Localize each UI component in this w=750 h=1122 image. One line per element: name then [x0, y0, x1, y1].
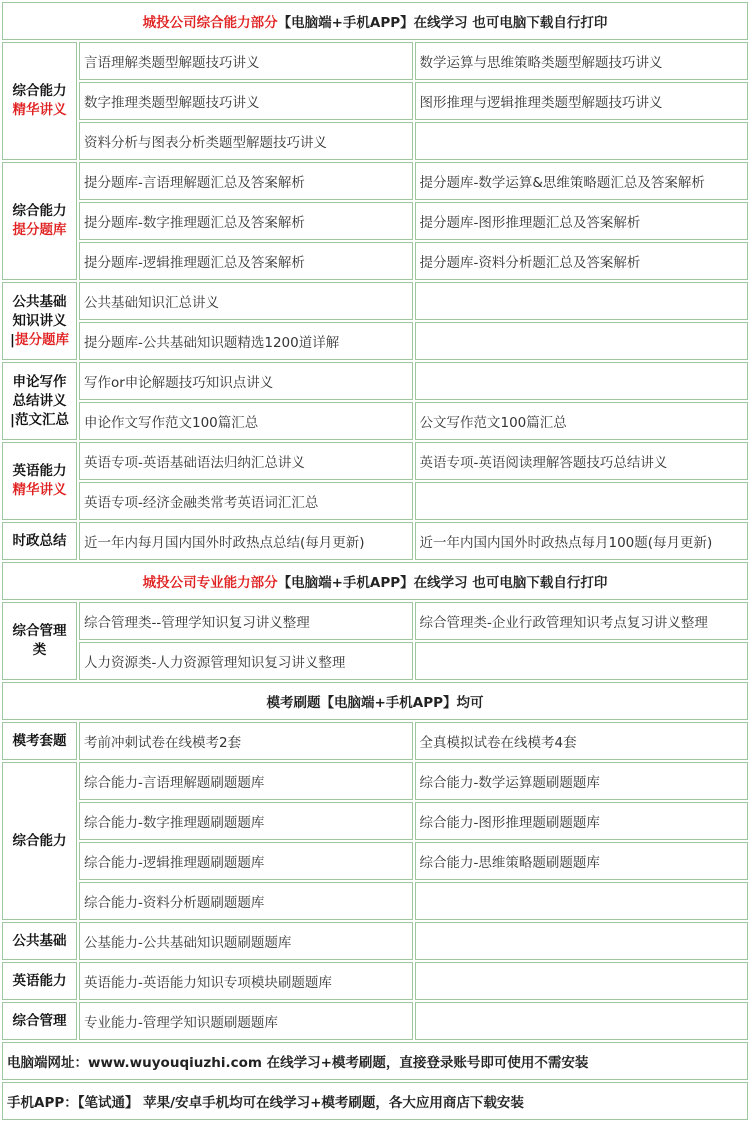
category-label-line: 公共基础: [12, 293, 67, 310]
empty-cell: [415, 922, 749, 960]
section-title-red: 城投公司专业能力部分: [142, 575, 278, 591]
material-item[interactable]: 图形推理与逻辑推理类题型解题技巧讲义: [415, 82, 749, 120]
category-label-line: 申论写作: [12, 373, 67, 390]
app-info: 手机APP：【笔试通】 苹果/安卓手机均可在线学习+模考刷题，各大应用商店下载安装: [2, 1082, 748, 1120]
empty-cell: [415, 482, 749, 520]
category-label: [2, 602, 77, 680]
material-item[interactable]: 提分题库-数学运算&思维策略题汇总及答案解析: [415, 162, 749, 200]
category-label: [2, 362, 77, 440]
empty-cell: [415, 122, 749, 160]
material-item[interactable]: 提分题库-资料分析题汇总及答案解析: [415, 242, 749, 280]
category-label-line: |范文汇总: [10, 411, 69, 428]
material-item[interactable]: 近一年内国内国外时政热点每月100题(每月更新): [415, 522, 749, 560]
empty-cell: [415, 882, 749, 920]
category-label-line: 综合能力: [12, 83, 67, 99]
material-item[interactable]: 人力资源类-人力资源管理知识复习讲义整理: [79, 642, 413, 680]
category-label: [2, 162, 77, 280]
category-label-line: 综合管理: [12, 623, 67, 639]
material-item[interactable]: 公共基础知识汇总讲义: [79, 282, 413, 320]
material-item[interactable]: 英语能力-英语能力知识专项模块刷题题库: [79, 962, 413, 1000]
category-label: [2, 42, 77, 160]
material-item[interactable]: 综合能力-数学运算题刷题题库: [415, 762, 749, 800]
section-header-comprehensive: [2, 2, 748, 40]
empty-cell: [415, 642, 749, 680]
category-label-line: 英语能力: [12, 463, 67, 479]
category-label: 综合管理: [2, 1002, 77, 1040]
section-header-mock-exams: 模考刷题【电脑端+手机APP】均可: [2, 682, 748, 720]
material-item[interactable]: 提分题库-逻辑推理题汇总及答案解析: [79, 242, 413, 280]
material-item[interactable]: 综合能力-资料分析题刷题题库: [79, 882, 413, 920]
category-label: [2, 442, 77, 520]
section-header-professional: [2, 562, 748, 600]
material-item[interactable]: 综合能力-数字推理题刷题题库: [79, 802, 413, 840]
material-item[interactable]: 英语专项-英语阅读理解答题技巧总结讲义: [415, 442, 749, 480]
category-label: 模考套题: [2, 722, 77, 760]
material-item[interactable]: 数字推理类题型解题技巧讲义: [79, 82, 413, 120]
empty-cell: [415, 322, 749, 360]
material-item[interactable]: 考前冲刺试卷在线模考2套: [79, 722, 413, 760]
empty-cell: [415, 282, 749, 320]
material-item[interactable]: 数学运算与思维策略类题型解题技巧讲义: [415, 42, 749, 80]
material-item[interactable]: 提分题库-公共基础知识题精选1200道详解: [79, 322, 413, 360]
category-label-line: 类: [32, 642, 47, 658]
category-label-highlight: 精华讲义: [12, 482, 67, 498]
material-item[interactable]: 综合能力-逻辑推理题刷题题库: [79, 842, 413, 880]
material-item[interactable]: 英语专项-英语基础语法归纳汇总讲义: [79, 442, 413, 480]
category-label: 综合能力: [2, 762, 77, 920]
empty-cell: [415, 362, 749, 400]
material-item[interactable]: 提分题库-数字推理题汇总及答案解析: [79, 202, 413, 240]
material-item[interactable]: 综合管理类--管理学知识复习讲义整理: [79, 602, 413, 640]
category-label: 公共基础: [2, 922, 77, 960]
category-label-highlight: 提分题库: [12, 222, 67, 238]
material-item[interactable]: 专业能力-管理学知识题刷题题库: [79, 1002, 413, 1040]
section-title-suffix: 【电脑端+手机APP】在线学习 也可电脑下载自行打印: [277, 15, 608, 31]
category-label-line: 综合能力: [12, 203, 67, 219]
empty-cell: [415, 962, 749, 1000]
category-label-highlight: 精华讲义: [12, 102, 67, 118]
material-item[interactable]: 公文写作范文100篇汇总: [415, 402, 749, 440]
material-item[interactable]: 提分题库-图形推理题汇总及答案解析: [415, 202, 749, 240]
material-item[interactable]: 综合能力-言语理解题刷题题库: [79, 762, 413, 800]
material-item[interactable]: 全真模拟试卷在线模考4套: [415, 722, 749, 760]
material-item[interactable]: 申论作文写作范文100篇汇总: [79, 402, 413, 440]
material-item[interactable]: 言语理解类题型解题技巧讲义: [79, 42, 413, 80]
category-label: [2, 282, 77, 360]
material-item[interactable]: 综合能力-思维策略题刷题题库: [415, 842, 749, 880]
section-title-suffix: 【电脑端+手机APP】在线学习 也可电脑下载自行打印: [277, 575, 608, 591]
material-item[interactable]: 提分题库-言语理解题汇总及答案解析: [79, 162, 413, 200]
category-label-current-affairs: 时政总结: [2, 522, 77, 560]
category-label-separator: |: [10, 331, 15, 348]
category-label: 英语能力: [2, 962, 77, 1000]
empty-cell: [415, 1002, 749, 1040]
category-label-line: 总结讲义: [12, 392, 67, 409]
website-info[interactable]: 电脑端网址：www.wuyouqiuzhi.com 在线学习+模考刷题，直接登录账号即可使用不需安装: [2, 1042, 748, 1080]
material-item[interactable]: 英语专项-经济金融类常考英语词汇汇总: [79, 482, 413, 520]
material-item[interactable]: 资料分析与图表分析类题型解题技巧讲义: [79, 122, 413, 160]
material-item[interactable]: 近一年内每月国内国外时政热点总结(每月更新): [79, 522, 413, 560]
material-item[interactable]: 公基能力-公共基础知识题刷题题库: [79, 922, 413, 960]
section-title-red: 城投公司综合能力部分: [142, 15, 278, 31]
category-label-line: 知识讲义: [12, 312, 67, 329]
material-item[interactable]: 综合管理类-企业行政管理知识考点复习讲义整理: [415, 602, 749, 640]
material-item[interactable]: 写作or申论解题技巧知识点讲义: [79, 362, 413, 400]
material-item[interactable]: 综合能力-图形推理题刷题题库: [415, 802, 749, 840]
category-label-highlight: 提分题库: [14, 331, 69, 348]
